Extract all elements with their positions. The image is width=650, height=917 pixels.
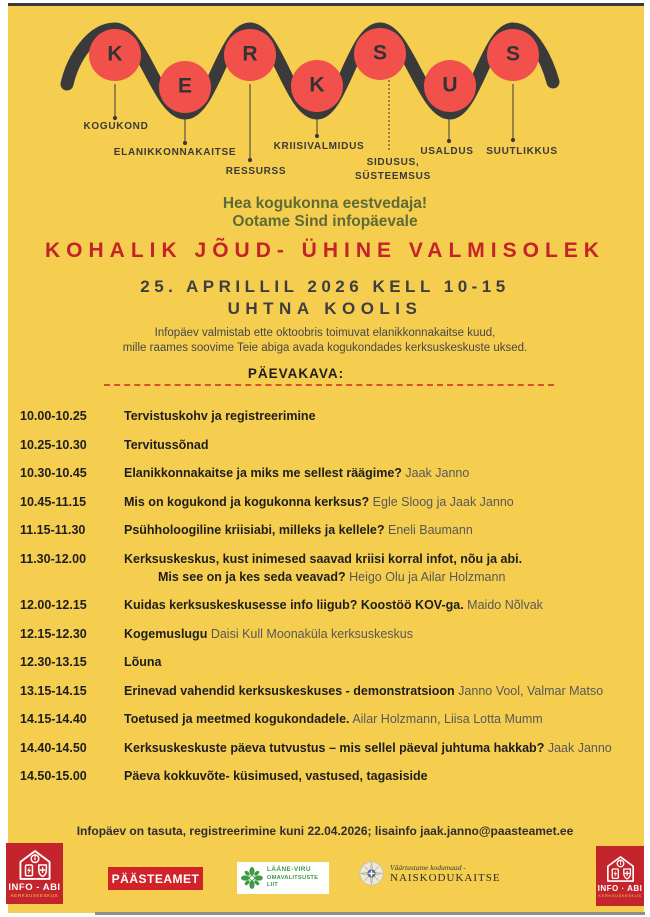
schedule-row (20, 464, 636, 482)
schedule-row (20, 407, 636, 425)
kerksus-letter: K (107, 42, 123, 66)
schedule-entry (112, 464, 636, 482)
schedule-title: Mis on kogukond ja kogukonna kerksus? (124, 494, 370, 509)
info-abi-title: INFO - ABI (8, 882, 61, 893)
naiskodukaitse-slogan: Väärtustame kodumaad - (390, 863, 466, 872)
schedule-entry (112, 493, 636, 511)
bottom-border-line (95, 912, 645, 915)
agenda-heading: PÄEVAKAVA: (247, 366, 345, 381)
schedule-time: 12.00-12.15 (20, 598, 87, 612)
naiskodukaitse-medallion-icon (358, 860, 385, 887)
kerksus-label: RESSURSS (225, 166, 287, 177)
kerksus-letter: S (372, 41, 388, 65)
registration-note: Infopäev on tasuta, registreerimine kuni 22.04.2026; lisainfo jaak.janno@paasteamet.ee (76, 824, 574, 838)
schedule-title: Erinevad vahendid kerksuskeskuses - demonstratsioon (124, 683, 455, 698)
schedule-speaker: Daisi Kull Moonaküla kerksuskeskus (210, 626, 413, 641)
info-abi-subtitle: KERKSUSKESKUS (598, 892, 642, 898)
info-abi-subtitle: KERKSUSKESKUS (10, 893, 59, 898)
schedule-entry (112, 767, 636, 785)
schedule-row (20, 739, 636, 757)
kerksus-label: USALDUS (420, 146, 474, 157)
schedule-title: Kerksuskeskus, kust inimesed saavad kriisi korral infot, nõu ja abi. (124, 551, 523, 566)
event-title: KOHALIK JÕUD- ÜHINE VALMISOLEK (45, 239, 605, 262)
schedule-title: Päeva kokkuvõte- küsimused, vastused, tagasiside (124, 769, 428, 783)
schedule-row (20, 767, 636, 785)
kerksus-letter: K (309, 73, 325, 97)
schedule-speaker: Jaak Janno (547, 740, 612, 755)
schedule-row (20, 710, 636, 728)
laane-viru-flower-icon (240, 865, 264, 891)
schedule-row (20, 596, 636, 614)
schedule-speaker: Ailar Holzmann, Liisa Lotta Mumm (352, 712, 543, 726)
schedule-title: Elanikkonnakaitse ja miks me sellest räägime? (124, 466, 402, 480)
schedule-time: 11.30-12.00 (20, 551, 87, 566)
schedule-time: 14.40-14.50 (20, 740, 87, 755)
schedule-title: Psühholoogiline kriisiabi, milleks ja kellele? (124, 523, 385, 537)
schedule-speaker: Jaak Janno (405, 466, 470, 480)
paasteamet-logo: PÄÄSTEAMET (108, 867, 203, 890)
schedule-entry (112, 521, 636, 539)
kerksus-wave-graphic (0, 0, 650, 190)
schedule-row (20, 625, 636, 643)
schedule-title: Kuidas kerksuskeskusesse info liigub? Koostöö KOV-ga. (124, 598, 464, 612)
schedule-title: Kerksuskeskuste päeva tutvustus – mis sellel päeval juhtuma hakkab? (124, 740, 545, 755)
laane-viru-logo (237, 862, 329, 894)
schedule-time: 12.30-13.15 (20, 655, 87, 669)
naiskodukaitse-logo (358, 860, 501, 887)
schedule-entry (112, 739, 636, 757)
schedule-row (20, 436, 636, 454)
schedule-time: 13.15-14.15 (20, 683, 87, 698)
kerksus-letter: U (442, 73, 458, 97)
naiskodukaitse-name: NAISKODUKAITSE (390, 872, 501, 884)
kerksus-label: KOGUKOND (83, 121, 149, 132)
kerksus-letter: E (177, 74, 193, 98)
schedule-row (20, 521, 636, 539)
info-abi-logo-right (596, 846, 644, 906)
greeting-line-2: Ootame Sind infopäevale (232, 213, 418, 230)
schedule-row (20, 682, 636, 700)
kerksus-label: SUUTLIKKUS (486, 146, 558, 157)
schedule-entry (112, 625, 636, 643)
schedule-row (20, 493, 636, 511)
kerksus-letter: S (505, 42, 521, 66)
schedule-time: 12.15-12.30 (20, 626, 87, 641)
schedule-entry (112, 596, 636, 614)
event-description-line-1: Infopäev valmistab ette oktoobris toimuvat elanikkonnakaitse kuud, (154, 327, 496, 339)
naiskodukaitse-text (390, 863, 501, 884)
schedule-time: 10.25-10.30 (20, 437, 87, 452)
schedule-title: Mis see on ja kes seda veavad? (158, 569, 346, 584)
schedule-entry (112, 682, 636, 700)
schedule-entry (112, 550, 636, 586)
kerksus-label: SIDUSUS, (366, 157, 420, 168)
laane-viru-line-1: LÄÄNE-VIRU (266, 866, 311, 874)
info-abi-logo-left (6, 843, 63, 904)
schedule-time: 10.00-10.25 (20, 409, 87, 423)
event-venue: UHTNA KOOLIS (227, 299, 423, 318)
schedule-entry (112, 407, 636, 425)
schedule-speaker: Egle Sloog ja Jaak Janno (372, 494, 514, 509)
kerksus-letter: R (242, 42, 258, 66)
schedule-speaker: Janno Vool, Valmar Matso (458, 683, 604, 698)
schedule-row (20, 653, 636, 671)
schedule-speaker: Maido Nõlvak (467, 598, 543, 612)
schedule-entry-line-1 (124, 550, 636, 568)
schedule-entry (112, 653, 636, 671)
schedule-entry (112, 436, 636, 454)
schedule-entry-line-2 (124, 568, 636, 586)
schedule-row (20, 550, 636, 586)
info-abi-title: INFO · ABI (597, 883, 643, 893)
schedule-time: 10.30-10.45 (20, 466, 87, 480)
event-description-line-2: mille raames soovime Teie abiga avada kogukondades kerksuskeskuste uksed. (122, 342, 528, 354)
schedule (20, 407, 636, 796)
schedule-time: 14.15-14.40 (20, 712, 87, 726)
schedule-title: Toetused ja meetmed kogukondadele. (124, 712, 350, 726)
schedule-entry (112, 710, 636, 728)
schedule-speaker: Heigo Olu ja Ailar Holzmann (349, 569, 506, 584)
agenda-divider-dashed-line (104, 384, 554, 386)
schedule-title: Lõuna (124, 655, 162, 669)
schedule-title: Tervitussõnad (124, 437, 209, 452)
kerksus-label: SÜSTEEMSUS (355, 171, 431, 182)
laane-viru-text (267, 866, 326, 890)
schedule-title: Kogemuslugu (124, 626, 208, 641)
laane-viru-line-2: OMAVALITSUSTE LIIT (266, 874, 319, 889)
schedule-title: Tervistuskohv ja registreerimine (124, 409, 316, 423)
schedule-time: 11.15-11.30 (20, 523, 86, 537)
greeting-line-1: Hea kogukonna eestvedaja! (222, 195, 428, 212)
schedule-time: 10.45-11.15 (20, 494, 87, 509)
event-date: 25. APRILLIL 2026 KELL 10-15 (140, 277, 510, 296)
info-abi-house-icon (604, 855, 637, 883)
schedule-time: 14.50-15.00 (20, 769, 87, 783)
kerksus-label: KRIISIVALMIDUS (273, 141, 365, 152)
kerksus-label: ELANIKKONNAKAITSE (113, 147, 237, 158)
info-abi-house-icon (16, 849, 54, 881)
schedule-speaker: Eneli Baumann (388, 523, 473, 537)
